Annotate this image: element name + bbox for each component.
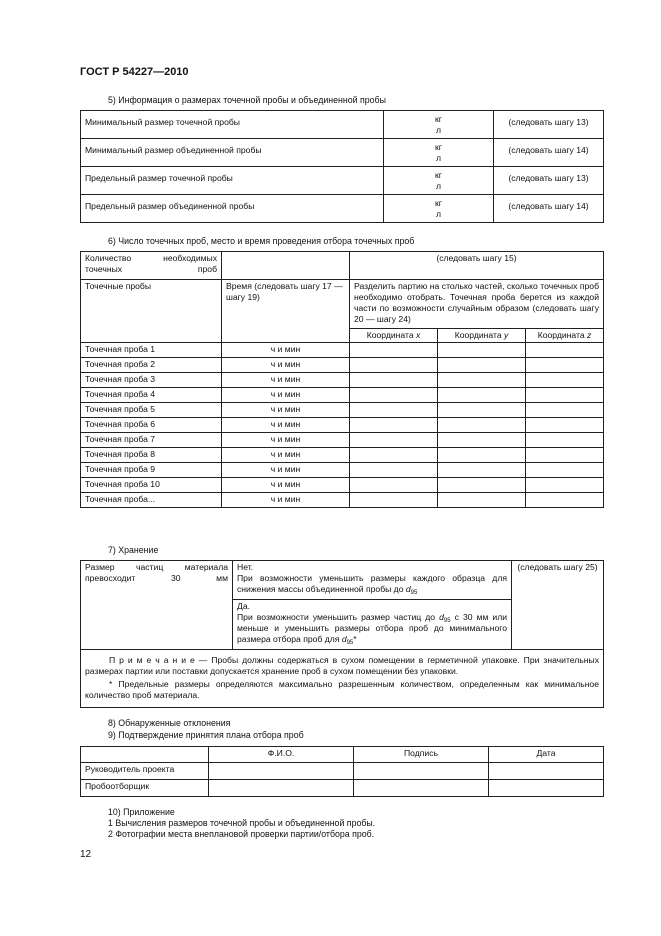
size-unit-cell	[384, 195, 494, 223]
col-sign-header: Подпись	[354, 747, 489, 763]
unit-l: л	[435, 208, 441, 219]
project-lead-date	[489, 763, 604, 780]
points-label: Точечные пробы	[81, 280, 222, 343]
sample-time: ч и мин	[222, 418, 350, 433]
sample-label: Точечная проба 4	[81, 388, 222, 403]
sample-coord-x	[350, 463, 438, 478]
sample-row	[81, 403, 604, 418]
project-lead-sign	[354, 763, 489, 780]
section-9-heading: 9) Подтверждение принятия плана отбора проб	[108, 730, 304, 740]
sample-label: Точечная проба 7	[81, 433, 222, 448]
size-step: (следовать шагу 13)	[494, 111, 604, 139]
sample-coord-x	[350, 478, 438, 493]
divide-text: Разделить партию на столько частей, сколько точечных проб необходимо отобрать. Точечная проба берется из каждой части по возможности случайным образом (следовать шагу 20 — шагу 24)	[350, 280, 604, 329]
unit-kg: кг	[435, 141, 442, 152]
sample-label: Точечная проба 2	[81, 358, 222, 373]
unit-l: л	[435, 124, 441, 135]
size-row	[81, 195, 604, 223]
sample-time: ч и мин	[222, 463, 350, 478]
sample-coord-z	[526, 463, 604, 478]
sample-time: ч и мин	[222, 373, 350, 388]
page-number: 12	[80, 849, 92, 860]
sample-size-table	[80, 110, 604, 223]
section-7-heading: 7) Хранение	[108, 545, 159, 555]
note-footnote: * Предельные размеры определяются максимально разрешенным количеством, определенным как минимальное количество проб материала.	[85, 679, 599, 700]
sample-coord-z	[526, 418, 604, 433]
count-value-cell	[222, 252, 350, 280]
coord-y-header: Координата y	[438, 329, 526, 343]
storage-step: (следовать шагу 25)	[512, 561, 604, 650]
sample-coord-z	[526, 448, 604, 463]
sampler-sign	[354, 780, 489, 797]
sample-coord-x	[350, 373, 438, 388]
sample-row	[81, 448, 604, 463]
sample-coord-z	[526, 403, 604, 418]
sample-coord-x	[350, 388, 438, 403]
sample-time: ч и мин	[222, 433, 350, 448]
sample-coord-y	[438, 433, 526, 448]
storage-no-cell: Нет. При возможности уменьшить размеры каждого образца для снижения массы объединенной пробы до $d_{95}$	[233, 561, 512, 600]
sample-row	[81, 463, 604, 478]
storage-yes-cell: Да. При возможности уменьшить размер частиц до $d_{95}$ с 30 мм или меньше и уменьшить размеры отбора проб до минимального размера отбора проб для $d_{95}*$	[233, 600, 512, 650]
sample-label: Точечная проба...	[81, 493, 222, 508]
sample-coord-y	[438, 493, 526, 508]
storage-note	[81, 650, 604, 708]
size-row	[81, 139, 604, 167]
sample-coord-y	[438, 448, 526, 463]
approval-table	[80, 746, 604, 797]
row-project-lead: Руководитель проекта	[81, 763, 209, 780]
sample-coord-y	[438, 373, 526, 388]
sample-row	[81, 418, 604, 433]
sample-row	[81, 478, 604, 493]
size-label: Предельный размер объединенной пробы	[81, 195, 384, 223]
sample-label: Точечная проба 8	[81, 448, 222, 463]
sample-time: ч и мин	[222, 493, 350, 508]
size-unit-cell	[384, 139, 494, 167]
sample-coord-y	[438, 403, 526, 418]
sample-time: ч и мин	[222, 478, 350, 493]
sample-coord-z	[526, 433, 604, 448]
sample-label: Точечная проба 3	[81, 373, 222, 388]
sample-coord-x	[350, 418, 438, 433]
sample-coord-x	[350, 448, 438, 463]
size-step: (следовать шагу 13)	[494, 167, 604, 195]
size-row	[81, 167, 604, 195]
section-8-heading: 8) Обнаруженные отклонения	[108, 718, 231, 728]
note-paragraph: П р и м е ч а н и е — Пробы должны содержаться в сухом помещении в герметичной упаковке. При значительных размерах партии или поставки допускается хранение проб в сухом помещении без упаковки.	[85, 655, 599, 676]
count-step: (следовать шагу 15)	[350, 252, 604, 280]
time-label: Время (следовать шагу 17 — шагу 19)	[222, 280, 350, 343]
sample-row	[81, 433, 604, 448]
col-date-header: Дата	[489, 747, 604, 763]
sample-row	[81, 358, 604, 373]
sample-coord-y	[438, 388, 526, 403]
sample-label: Точечная проба 1	[81, 343, 222, 358]
size-step: (следовать шагу 14)	[494, 139, 604, 167]
sample-coord-x	[350, 343, 438, 358]
sample-coord-z	[526, 493, 604, 508]
sample-coord-y	[438, 478, 526, 493]
sample-label: Точечная проба 9	[81, 463, 222, 478]
sample-time: ч и мин	[222, 388, 350, 403]
appendix-item-2: 2 Фотографии места внеплановой проверки партии/отбора проб.	[108, 829, 375, 839]
sample-label: Точечная проба 10	[81, 478, 222, 493]
sample-coord-x	[350, 403, 438, 418]
count-label: Количество необходимых точечных проб	[81, 252, 222, 280]
sample-coord-y	[438, 358, 526, 373]
size-step: (следовать шагу 14)	[494, 195, 604, 223]
storage-yes-label: Да.	[237, 601, 250, 611]
sample-coord-z	[526, 358, 604, 373]
sample-coord-z	[526, 478, 604, 493]
sample-row	[81, 493, 604, 508]
unit-kg: кг	[435, 169, 442, 180]
project-lead-name	[209, 763, 354, 780]
sample-coord-z	[526, 343, 604, 358]
unit-l: л	[435, 180, 441, 191]
size-unit-cell	[384, 167, 494, 195]
size-unit-cell	[384, 111, 494, 139]
sample-coord-y	[438, 343, 526, 358]
sample-time: ч и мин	[222, 448, 350, 463]
sample-time: ч и мин	[222, 358, 350, 373]
storage-no-label: Нет.	[237, 562, 254, 572]
storage-condition: Размер частиц материала превосходит 30 мм	[81, 561, 233, 650]
unit-l: л	[435, 152, 441, 163]
point-samples-table	[80, 251, 604, 508]
section-6-heading: 6) Число точечных проб, место и время проведения отбора точечных проб	[108, 236, 415, 246]
sampler-date	[489, 780, 604, 797]
size-label: Минимальный размер объединенной пробы	[81, 139, 384, 167]
sample-coord-y	[438, 463, 526, 478]
section-10-heading: 10) Приложение	[108, 807, 175, 817]
sample-coord-x	[350, 493, 438, 508]
sample-row	[81, 343, 604, 358]
size-label: Минимальный размер точечной пробы	[81, 111, 384, 139]
sampler-name	[209, 780, 354, 797]
sample-coord-x	[350, 358, 438, 373]
sample-time: ч и мин	[222, 343, 350, 358]
sample-time: ч и мин	[222, 403, 350, 418]
section-5-heading: 5) Информация о размерах точечной пробы и объединенной пробы	[108, 95, 386, 105]
sample-coord-x	[350, 433, 438, 448]
coord-x-header: Координата x	[350, 329, 438, 343]
sample-label: Точечная проба 5	[81, 403, 222, 418]
document-title: ГОСТ Р 54227—2010	[80, 66, 189, 78]
sample-coord-z	[526, 388, 604, 403]
size-label: Предельный размер точечной пробы	[81, 167, 384, 195]
sample-coord-z	[526, 373, 604, 388]
size-row	[81, 111, 604, 139]
approval-corner	[81, 747, 209, 763]
storage-table	[80, 560, 604, 708]
appendix-item-1: 1 Вычисления размеров точечной пробы и объединенной пробы.	[108, 818, 376, 828]
sample-row	[81, 388, 604, 403]
col-name-header: Ф.И.О.	[209, 747, 354, 763]
sample-row	[81, 373, 604, 388]
sample-label: Точечная проба 6	[81, 418, 222, 433]
unit-kg: кг	[435, 197, 442, 208]
row-sampler: Пробоотборщик	[81, 780, 209, 797]
unit-kg: кг	[435, 113, 442, 124]
coord-z-header: Координата z	[526, 329, 604, 343]
sample-coord-y	[438, 418, 526, 433]
